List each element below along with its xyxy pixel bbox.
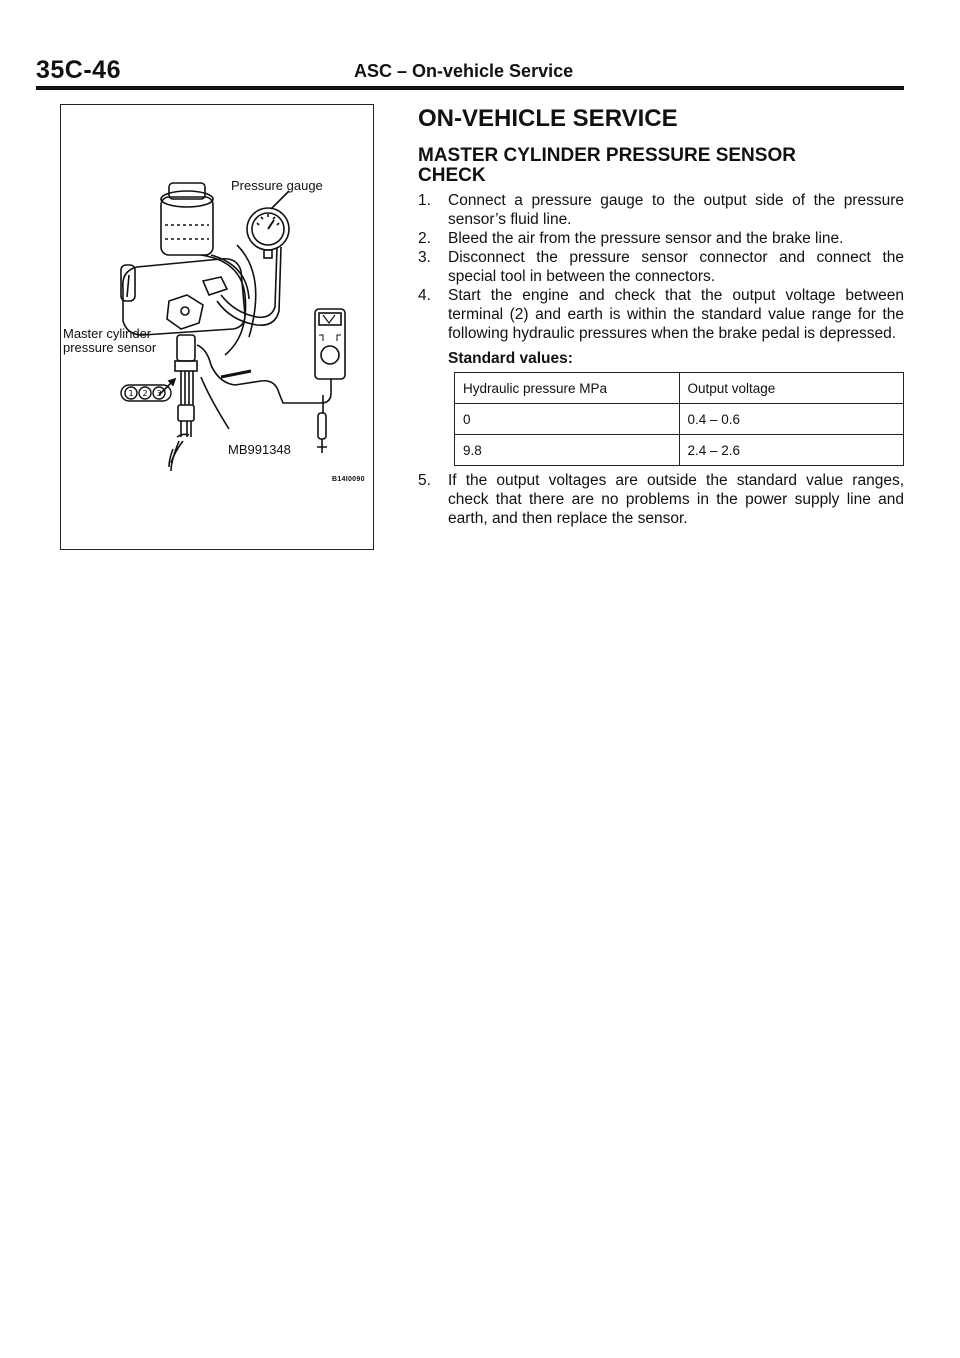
figure-code: B14I0090	[332, 476, 365, 483]
table-header-row	[455, 373, 904, 404]
step-number: 4.	[418, 287, 431, 304]
page-number: 35C-46	[36, 56, 121, 84]
standard-values-table	[454, 372, 904, 466]
table-row	[455, 435, 904, 466]
procedure-steps-continued	[418, 471, 904, 528]
table-cell: 0.4 – 0.6	[679, 404, 904, 435]
pressure-sensor	[177, 335, 195, 361]
terminal-1-label: 1	[128, 389, 134, 398]
step-text: Start the engine and check that the output voltage between terminal (2) and earth is within the standard value range for the following hydraulic pressures when the brake pedal is depressed.	[448, 287, 904, 342]
procedure-steps	[418, 191, 904, 343]
table-cell: 0	[455, 404, 680, 435]
terminal-2-label: 2	[142, 389, 148, 398]
sensor-label	[63, 327, 156, 355]
subsection-title	[418, 146, 904, 186]
page-header	[36, 56, 904, 90]
table-row	[455, 404, 904, 435]
step-number: 3.	[418, 249, 431, 266]
step-number: 1.	[418, 192, 431, 209]
service-content	[418, 104, 904, 528]
section-title: ON-VEHICLE SERVICE	[418, 105, 678, 132]
step-item	[418, 286, 904, 343]
subsection-title-line1: MASTER CYLINDER PRESSURE SENSOR	[418, 145, 796, 166]
terminal-3-label: 3	[156, 389, 162, 398]
step-text: Bleed the air from the pressure sensor and the brake line.	[448, 230, 844, 247]
header-rule	[36, 86, 904, 90]
step-item	[418, 191, 904, 229]
step-item	[418, 471, 904, 528]
column-header: Hydraulic pressure MPa	[455, 373, 680, 404]
step-text: Connect a pressure gauge to the output side of the pressure sensor’s fluid line.	[448, 192, 904, 228]
pressure-gauge-label: Pressure gauge	[231, 178, 323, 193]
reservoir-tank	[161, 197, 213, 255]
step-text: If the output voltages are outside the standard value ranges, check that there are no problems in the power supply line and earth, and then replace the sensor.	[448, 472, 904, 527]
table-cell: 2.4 – 2.6	[679, 435, 904, 466]
step-number: 5.	[418, 472, 431, 489]
sensor-check-figure	[60, 104, 374, 550]
sensor-label-line2: pressure sensor	[63, 340, 157, 355]
subsection-title-line2: CHECK	[418, 165, 486, 186]
special-tool-label: MB991348	[228, 442, 291, 457]
step-text: Disconnect the pressure sensor connector and connect the special tool in between the connectors.	[448, 249, 904, 285]
step-item	[418, 229, 904, 248]
column-header: Output voltage	[679, 373, 904, 404]
step-item	[418, 248, 904, 286]
table-cell: 9.8	[455, 435, 680, 466]
step-number: 2.	[418, 230, 431, 247]
standard-values-label: Standard values:	[448, 350, 573, 367]
sensor-label-line1: Master cylinder	[63, 326, 152, 341]
page-title: ASC – On-vehicle Service	[354, 61, 574, 81]
